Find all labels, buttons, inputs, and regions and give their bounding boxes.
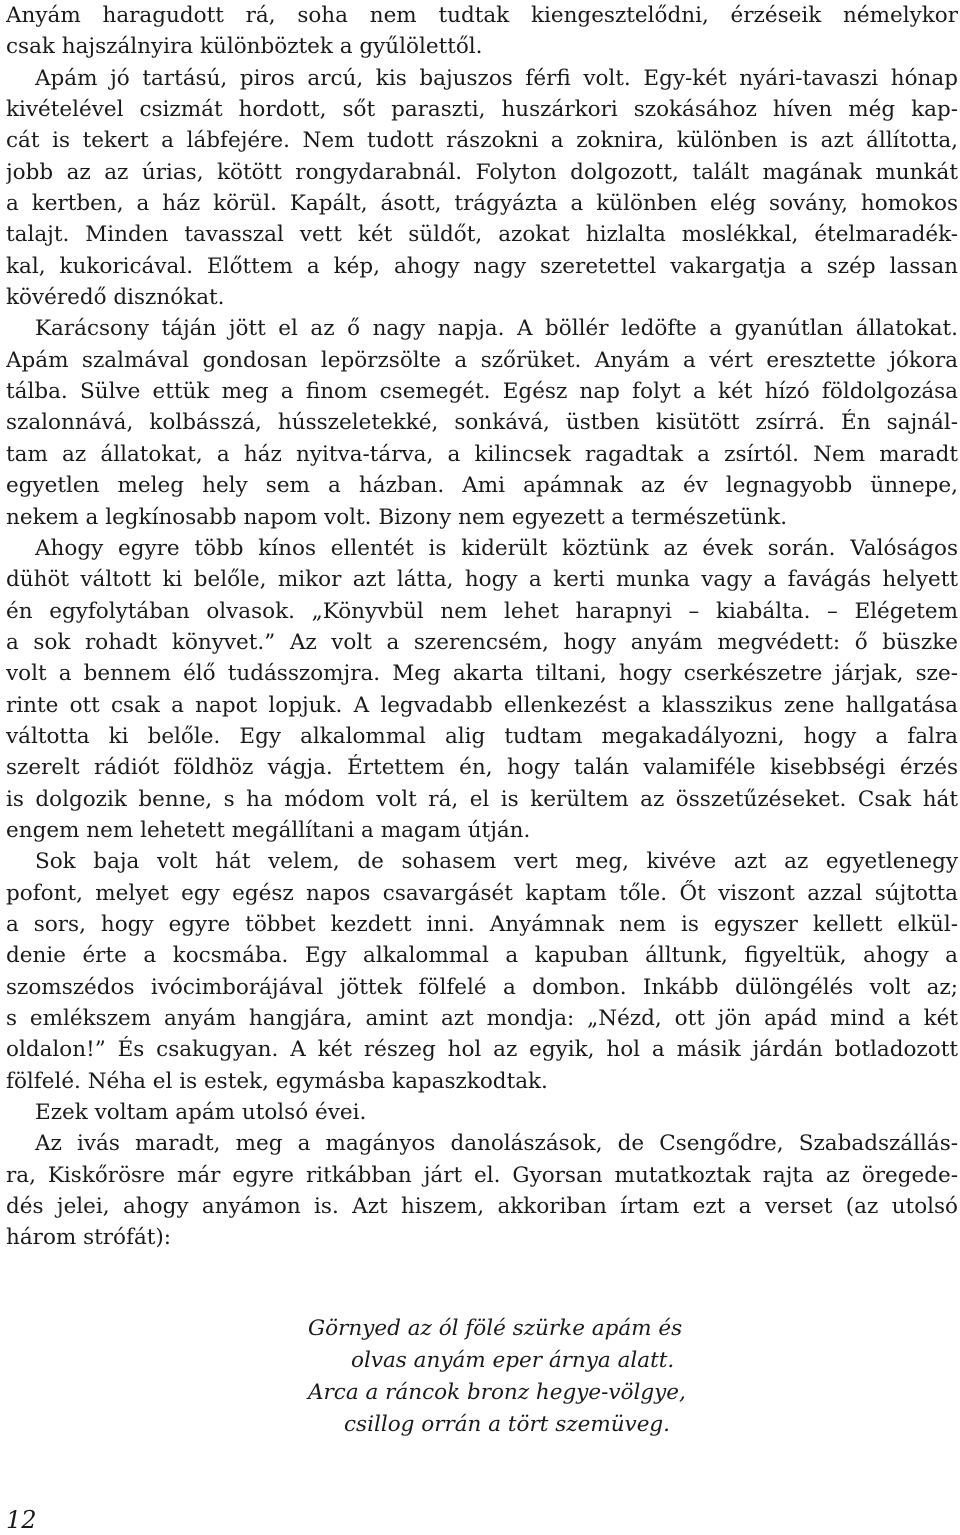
text-line: fölfelé. Néha el is estek, egymásba kapaszkodtak. — [6, 1068, 548, 1094]
text-line: három strófát): — [6, 1225, 172, 1251]
text-line: Ezek voltam apám utolsó évei. — [35, 1100, 367, 1126]
page-number: 12 — [6, 1506, 37, 1534]
text-line: oldalon!” És csakugyan. A két részeg hol az egyik, hol a másik járdán botladozott — [6, 1037, 958, 1063]
text-line: nekem a legkínosabb napom volt. Bizony nem egyezett a természetünk. — [6, 504, 788, 530]
text-line: jobb az az úrias, kötött rongydarabnál. Folyton dolgozott, talált magának munkát — [6, 159, 958, 185]
text-line: kivételével csizmát hordott, sőt paraszti, huszárkori szokásához híven még kap- — [6, 97, 958, 123]
text-line: egyetlen meleg hely sem a házban. Ami apámnak az év legnagyobb ünnepe, — [6, 473, 958, 499]
text-line: s emlékszem anyám hangjára, amint azt mondja: „Nézd, ott jön apád mind a két — [6, 1006, 958, 1031]
text-line: denie érte a kocsmába. Egy alkalommal a kapuban álltunk, figyeltük, ahogy a — [6, 943, 958, 969]
text-line: tam az állatokat, a ház nyitva-tárva, a kilincsek ragadtak a zsírtól. Nem maradt — [6, 441, 958, 467]
text-line: rinte ott csak a napot lopjuk. A legvadabb ellenkezést a klasszikus zene hallgatása — [6, 692, 958, 718]
text-line: Karácsony táján jött el az ő nagy napja. A böllér ledöfte a gyanútlan állatokat. — [35, 316, 958, 342]
poem-line: csillog orrán a tört szemüveg. — [344, 1412, 671, 1437]
body-text — [6, 0, 958, 1254]
text-line: pofont, melyet egy egész napos csavargásét kaptam tőle. Őt viszont azzal sújtotta — [6, 880, 958, 906]
text-line: csak hajszálnyira különböztek a gyűlölettől. — [6, 34, 483, 60]
text-line: Sok baja volt hát velem, de sohasem vert meg, kivéve azt az egyetlenegy — [35, 849, 958, 875]
text-line: dés jelei, ahogy anyámon is. Azt hiszem, akkoriban írtam ezt a verset (az utolsó — [6, 1194, 958, 1220]
text-line: Apám szalmával gondosan lepörzsölte a szőrüket. Anyám a vért eresztette jókora — [6, 347, 958, 373]
text-line: tálba. Sülve ettük meg a finom csemegét. Egész nap folyt a két hízó földolgozása — [6, 379, 958, 405]
text-line: szalonnává, kolbásszá, hússzeletekké, sonkává, üstben kisütött zsírrá. Én sajnál- — [6, 410, 958, 436]
text-line: cát is tekert a lábfejére. Nem tudott rászokni a zoknira, különben is azt állította, — [6, 128, 958, 154]
text-line: a kertben, a ház körül. Kapált, ásott, trágyázta a különben elég sovány, homokos — [6, 191, 958, 217]
poem-line: olvas anyám eper árnya alatt. — [351, 1348, 675, 1373]
text-line: én egyfolytában olvasok. „Könyvbül nem lehet harapnyi – kiabálta. – Elégetem — [6, 598, 958, 624]
text-line: Apám jó tartású, piros arcú, kis bajuszos férfi volt. Egy-két nyári-tavaszi hónap — [35, 65, 958, 91]
text-line: kal, kukoricával. Előttem a kép, ahogy nagy szeretettel vakargatja a szép lassan — [6, 253, 958, 279]
poem-line: Arca a ráncok bronz hegye-völgye, — [308, 1380, 686, 1405]
text-line: Ahogy egyre több kínos ellentét is kiderült köztünk az évek során. Valóságos — [35, 535, 958, 561]
text-line: engem nem lehetett megállítani a magam útján. — [6, 817, 531, 843]
text-line: talajt. Minden tavasszal vett két süldőt, azokat hizlalta moslékkal, ételmaradék- — [6, 222, 958, 248]
text-line: a sors, hogy egyre többet kezdett inni. Anyámnak nem is egyszer kellett elkül- — [6, 911, 958, 937]
text-line: ra, Kiskőrösre már egyre ritkábban járt el. Gyorsan mutatkoztak rajta az öregede- — [6, 1162, 958, 1188]
text-line: Anyám haragudott rá, soha nem tudtak kiengesztelődni, érzéseik némelykor — [6, 3, 958, 28]
text-line: váltotta ki belőle. Egy alkalommal alig tudtam megakadályozni, hogy a falra — [6, 723, 958, 749]
text-line: kövéredő disznókat. — [6, 285, 225, 311]
text-line: szerelt rádiót földhöz vágja. Értettem én, hogy talán valamiféle kisebbségi érzés — [6, 755, 958, 781]
text-line: a sok rohadt könyvet.” Az volt a szerencsém, hogy anyám megvédett: ő büszke — [6, 629, 958, 655]
text-line: Az ivás maradt, meg a magányos danolászások, de Csengődre, Szabadszállás- — [35, 1131, 958, 1157]
poem-line: Görnyed az ól fölé szürke apám és — [308, 1316, 683, 1341]
text-line: is dolgozik benne, s ha módom volt rá, el is kerültem az összetűzéseket. Csak hát — [6, 786, 958, 812]
text-line: volt a bennem élő tudásszomjra. Meg akarta tiltani, hogy cserkészetre járjak, sze- — [6, 661, 958, 687]
text-line: szomszédos ivócimborájával jöttek fölfelé a dombon. Inkább dülöngélés volt az; — [6, 974, 958, 1000]
text-line: dühöt váltott ki belőle, mikor azt látta, hogy a kerti munka vagy a favágás helyett — [6, 567, 958, 593]
